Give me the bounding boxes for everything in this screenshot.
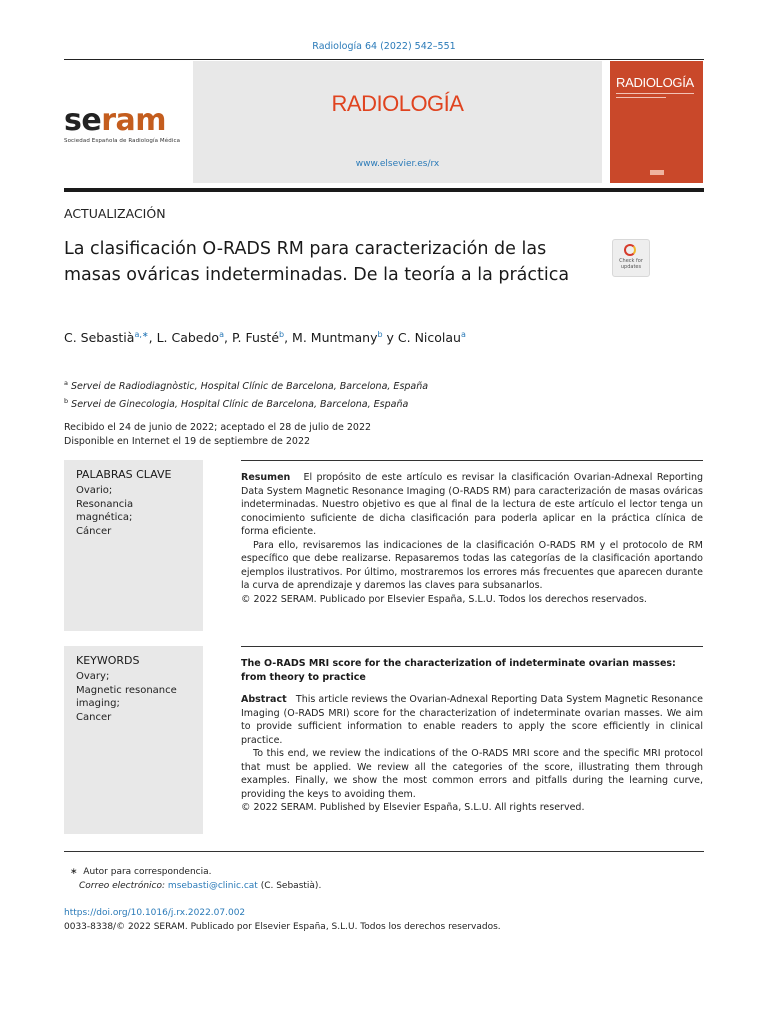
article-title: La clasificación O-RADS RM para caracterización de las masas ováricas indeterminadas. De la teoría a la práctica <box>64 239 570 285</box>
abstract-es-rule <box>241 460 703 461</box>
affiliation-item: $^a$ Servei de Radiodiagnòstic, Hospital Clínic de Barcelona, Barcelona, España <box>64 379 429 393</box>
journal-url-link[interactable]: www.elsevier.es/rx <box>355 159 440 169</box>
cover-line <box>616 93 694 94</box>
online-date: Disponible en Internet el 19 de septiembre de 2022 <box>64 436 311 447</box>
abstract-en-text <box>241 693 703 815</box>
abstract-en <box>241 646 703 815</box>
header-rule-top <box>64 59 704 60</box>
footnote-marker: ∗ <box>70 867 78 877</box>
journal-masthead <box>193 61 602 183</box>
keywords-en-box <box>64 646 203 834</box>
email-owner: (C. Sebastià). <box>260 881 322 891</box>
journal-name: RADIOLOGÍA <box>331 91 464 116</box>
email-label: Correo electrónico: <box>79 881 166 891</box>
keyword-item: Cáncer <box>76 525 112 537</box>
keyword-item: Magnetic resonance <box>76 684 177 696</box>
email-link[interactable]: msebasti@clinic.cat <box>167 881 258 891</box>
author[interactable]: C. Nicolau$^a$ <box>397 330 466 346</box>
author[interactable]: L. Cabedo$^a$ <box>156 330 224 346</box>
cover-publisher-logo <box>650 170 664 175</box>
journal-citation[interactable]: Radiología 64 (2022) 542–551 <box>312 41 456 52</box>
abstract-en-label: Abstract <box>241 694 287 705</box>
abstract-en-p2: To this end, we review the indications of the O-RADS MRI score and the specific MRI protocol that must be applied. We review all the categories of the score, illustrating them through examples. Finally, we show the most common errors and pitfalls during the learning curve, providing the keys to avoiding them. <box>241 748 703 800</box>
author[interactable]: C. Sebastià$^{a,∗}$ <box>64 330 149 346</box>
seram-logo-subtitle: Sociedad Española de Radiología Médica <box>64 138 181 144</box>
seram-logo-word: seram <box>64 103 167 138</box>
abstract-es-copyright: © 2022 SERAM. Publicado por Elsevier España, S.L.U. Todos los derechos reservados. <box>241 593 647 605</box>
abstract-en-rule <box>241 646 703 647</box>
keyword-item: Cancer <box>76 711 112 723</box>
cover-line <box>616 97 666 98</box>
keywords-es-heading: PALABRAS CLAVE <box>76 468 172 481</box>
article-dates <box>64 421 371 449</box>
abstract-es-p1: El propósito de este artículo es revisar la clasificación Ovarian-Adnexal Reporting Data System Magnetic Resonance Imaging (O-RADS RM) para caracterización de masas ováricas indeterminadas. Nuestro objetivo es que al final de la lectura de este artículo el lector tenga un conocimiento suficiente de dicha clasificación para poderla aplicar en la práctica clínica de forma eficiente. <box>241 472 704 537</box>
check-updates-icon <box>624 244 636 256</box>
footnote-text: Autor para correspondencia. <box>83 867 212 877</box>
affiliations <box>64 376 428 412</box>
affiliation-item: $^b$ Servei de Ginecologia, Hospital Clínic de Barcelona, Barcelona, España <box>64 397 409 411</box>
author[interactable]: P. Fusté$^b$ <box>231 330 285 346</box>
keyword-item: imaging; <box>76 698 120 709</box>
keyword-item: Resonancia <box>76 498 134 510</box>
doi-link[interactable]: https://doi.org/10.1016/j.rx.2022.07.002 <box>64 908 246 918</box>
abstract-en-p1: This article reviews the Ovarian-Adnexal Reporting Data System Magnetic Resonance Imaging (O-RADS MRI) score for the characterization of indeterminate ovarian masses. We aim to provide sufficient information to enable readers to apply the score efficiently in clinical practice. <box>241 694 704 746</box>
abstract-es-p2: Para ello, revisaremos las indicaciones de la clasificación O-RADS RM y el protocolo de RM específico que debe realizarse. Repasaremos todas las categorías de la clasificación aportando ejemplos ilustrativos. Por último, mostraremos los errores más frecuentes que aparecen durante la curva de aprendizaje y daremos las claves para subsanarlos. <box>241 539 703 591</box>
keywords-es-box <box>64 460 203 631</box>
corresponding-footnote <box>70 865 321 893</box>
check-updates-label: Check for updates <box>619 258 643 270</box>
abstract-en-title: The O-RADS MRI score for the characterization of indeterminate ovarian masses: from theory to practice <box>241 658 676 683</box>
abstract-es-label: Resumen <box>241 472 291 483</box>
author-list: C. Sebastià$^{a,∗}$, L. Cabedo$^a$, P. Fusté$^b$, M. Muntmany$^b$ y C. Nicolau$^a$ <box>64 330 466 346</box>
keyword-item: Ovary; <box>76 671 110 682</box>
author[interactable]: M. Muntmany$^b$ <box>292 330 383 346</box>
cover-title: RADIOLOGÍA <box>616 75 694 90</box>
received-date: Recibido el 24 de junio de 2022; aceptado el 28 de julio de 2022 <box>64 422 372 433</box>
abstract-es-text <box>241 471 703 606</box>
journal-cover-image <box>610 61 703 183</box>
seram-logo <box>64 103 186 144</box>
keyword-item: magnética; <box>76 512 133 523</box>
footnote-rule <box>64 851 704 852</box>
article-meta <box>64 906 501 934</box>
keywords-en-heading: KEYWORDS <box>76 654 140 667</box>
issn-line: 0033-8338/© 2022 SERAM. Publicado por Elsevier España, S.L.U. Todos los derechos reservados. <box>64 922 501 932</box>
article-section: ACTUALIZACIÓN <box>64 206 166 221</box>
check-for-updates-button[interactable] <box>612 239 650 277</box>
abstract-en-copyright: © 2022 SERAM. Published by Elsevier España, S.L.U. All rights reserved. <box>241 802 585 813</box>
keyword-item: Ovario; <box>76 485 113 496</box>
abstract-es <box>241 460 703 606</box>
header-rule-bottom <box>64 188 704 192</box>
